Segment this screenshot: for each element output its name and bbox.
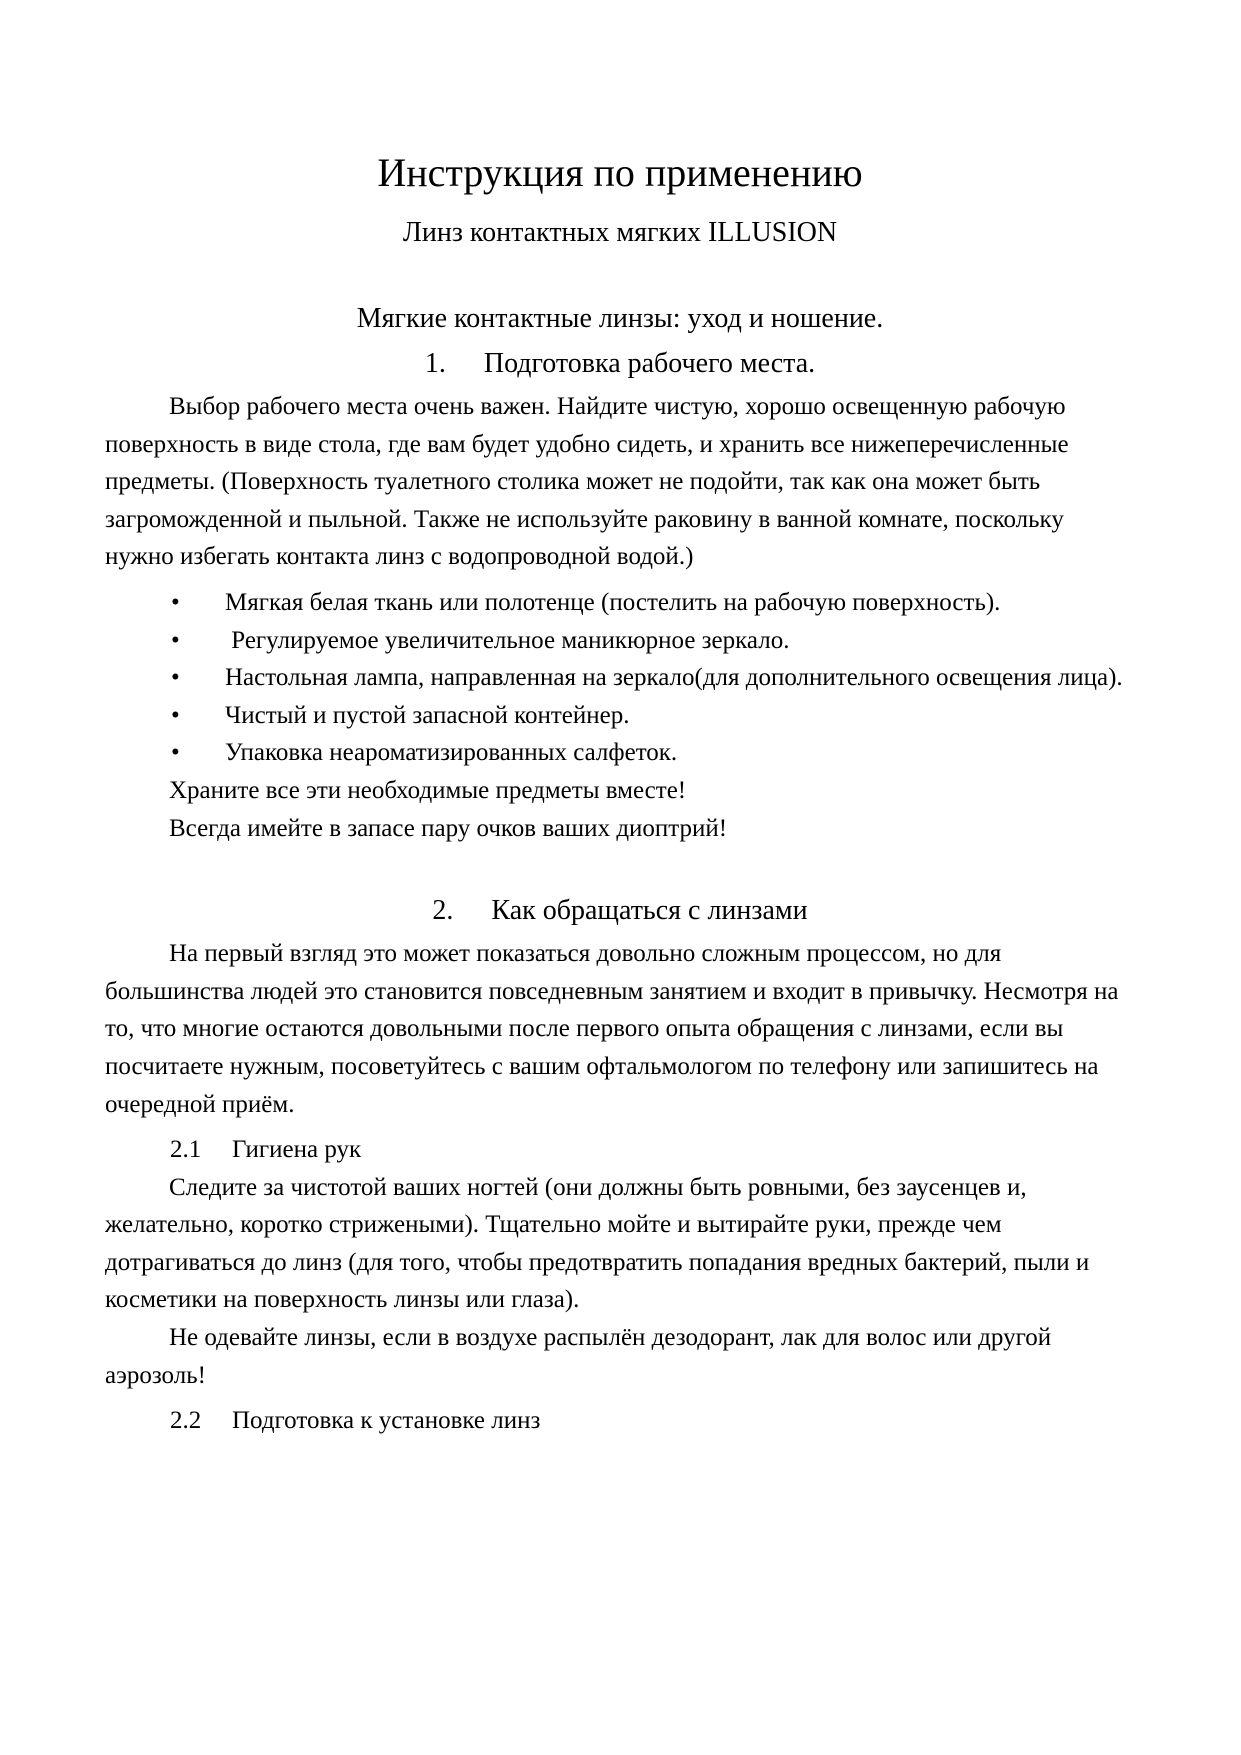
subsection-2-2-title: Подготовка к установке линз	[232, 1407, 541, 1435]
spare-glasses-note: Всегда имейте в запасе пару очков ваших диоптрий!	[169, 814, 728, 842]
bullet-icon: •	[171, 664, 180, 692]
section-2-number: 2.	[432, 895, 454, 927]
bullet-icon: •	[171, 701, 180, 729]
document-subtitle: Линз контактных мягких ILLUSION	[402, 217, 838, 248]
document-title: Инструкция по применению	[377, 150, 863, 195]
bullet-icon: •	[171, 739, 180, 767]
keep-items-note: Храните все эти необходимые предметы вместе!	[169, 776, 687, 804]
list-item-text: Мягкая белая ткань или полотенце (постелить на рабочую поверхность).	[225, 588, 1001, 616]
aerosol-warning-paragraph: Не одевайте линзы, если в воздухе распылён дезодорант, лак для волос или другой аэрозоль!	[105, 1324, 1052, 1389]
section-1-number: 1.	[424, 348, 446, 379]
list-item	[105, 734, 1135, 772]
bullet-icon: •	[171, 588, 180, 616]
hand-hygiene-paragraph: Следите за чистотой ваших ногтей (они должны быть ровными, без заусенцев и, желательно, коротко стрижеными). Тщательно мойте и вытирайте руки, прежде чем дотрагиваться до линз (для того, чтобы предотвратить попадания вредных бактерий, пыли и косметики на поверхность линзы или глаза).	[105, 1173, 1090, 1314]
subsection-2-2-number: 2.2	[170, 1407, 202, 1435]
supplies-bullet-list	[105, 584, 1135, 772]
subsection-2-1-number: 2.1	[170, 1136, 202, 1164]
list-item	[105, 622, 1135, 660]
list-item-text: Регулируемое увеличительное маникюрное зеркало.	[225, 626, 790, 654]
subsection-2-2-heading	[105, 1402, 1135, 1440]
section-2-heading	[105, 891, 1135, 931]
section-1-heading	[105, 344, 1135, 384]
section-2-paragraph: На первый взгляд это может показаться довольно сложным процессом, но для большинства людей это становится повседневным занятием и входит в привычку. Несмотря на то, что многие остаются довольными после первого опыта обращения с линзами, если вы посчитаете нужным, посоветуйтесь с вашим офтальмологом по телефону или запишитесь на очередной приём.	[105, 940, 1119, 1118]
section-1-body	[105, 388, 1135, 847]
list-item	[105, 584, 1135, 622]
intro-heading: Мягкие контактные линзы: уход и ношение.	[356, 303, 884, 334]
list-item	[105, 697, 1135, 735]
list-item	[105, 659, 1135, 697]
list-item-text: Чистый и пустой запасной контейнер.	[225, 701, 630, 729]
section-1-paragraph: Выбор рабочего места очень важен. Найдите чистую, хорошо освещенную рабочую поверхность в виде стола, где вам будет удобно сидеть, и хранить все нижеперечисленные предметы. (Поверхность туалетного столика может не подойти, так как она может быть загроможденной и пыльной. Также не используйте раковину в ванной комнате, поскольку нужно избегать контакта линз с водопроводной водой.)	[105, 393, 1069, 571]
list-item-text: Настольная лампа, направленная на зеркало(для дополнительного освещения лица).	[225, 664, 1123, 692]
section-2-title: Как обращаться с линзами	[491, 895, 808, 927]
bullet-icon: •	[171, 626, 180, 654]
subsection-2-1-title: Гигиена рук	[232, 1136, 362, 1164]
list-item-text: Упаковка неароматизированных салфеток.	[225, 739, 678, 767]
subsection-2-1-heading	[105, 1131, 1135, 1169]
section-2-body	[105, 935, 1135, 1440]
section-1-title: Подготовка рабочего места.	[483, 348, 816, 379]
